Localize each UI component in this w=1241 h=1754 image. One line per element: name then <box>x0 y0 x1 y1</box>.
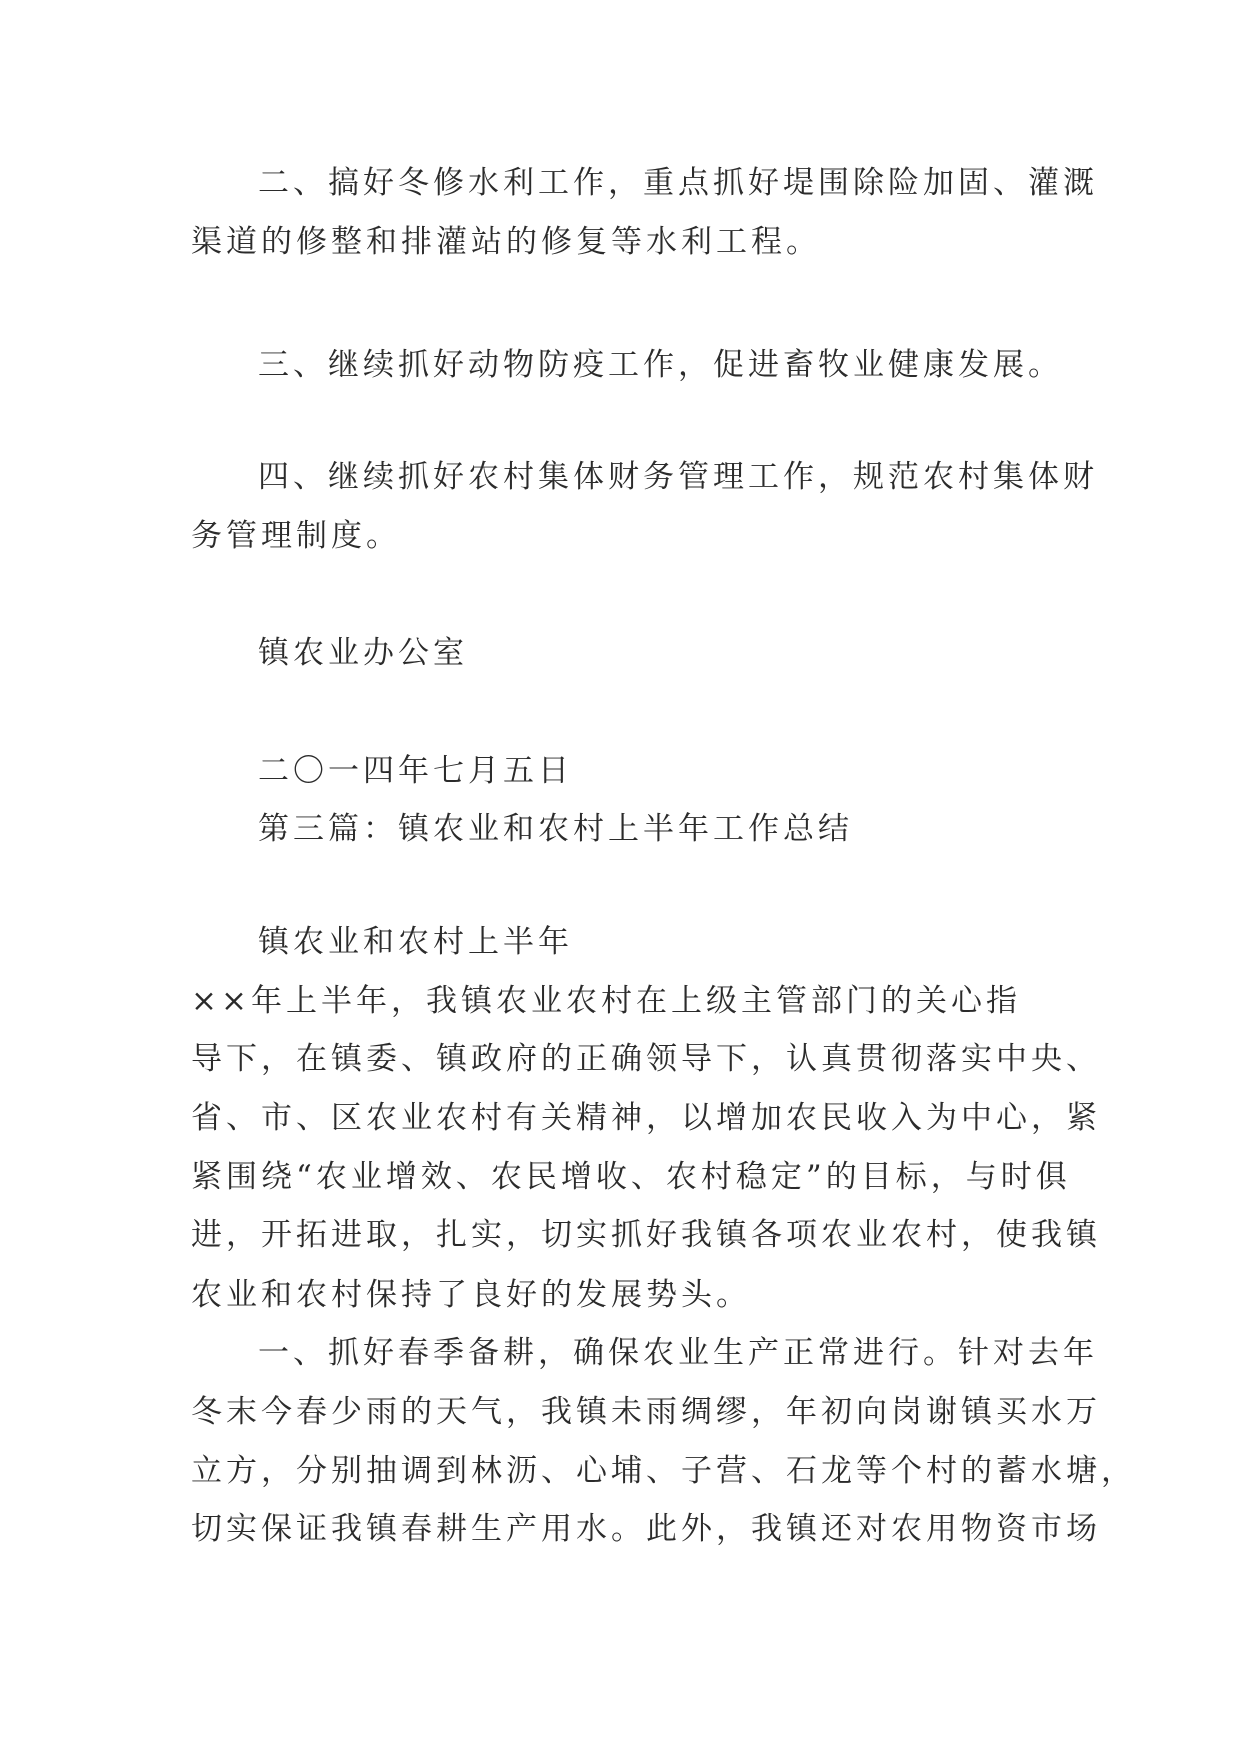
paragraph-line: 渠道的修整和排灌站的修复等水利工程。 <box>191 224 821 260</box>
signature-date: 二〇一四年七月五日 <box>258 753 573 789</box>
paragraph-line: 三、继续抓好动物防疫工作，促进畜牧业健康发展。 <box>258 347 1063 383</box>
signature-office: 镇农业办公室 <box>258 635 468 671</box>
paragraph-line: 省、市、区农业农村有关精神，以增加农民收入为中心，紧 <box>191 1100 1101 1136</box>
paragraph-line: 进，开拓进取，扎实，切实抓好我镇各项农业农村，使我镇 <box>191 1217 1101 1253</box>
paragraph-line: 立方，分别抽调到林沥、心埔、子营、石龙等个村的蓄水塘， <box>191 1453 1136 1489</box>
paragraph-line: ××年上半年，我镇农业农村在上级主管部门的关心指 <box>191 983 1021 1019</box>
paragraph-line: 紧围绕“农业增效、农民增收、农村稳定”的目标，与时俱 <box>191 1159 1071 1195</box>
paragraph-line: 农业和农村保持了良好的发展势头。 <box>191 1277 751 1313</box>
paragraph-line: 导下，在镇委、镇政府的正确领导下，认真贯彻落实中央、 <box>191 1041 1101 1077</box>
paragraph-line: 二、搞好冬修水利工作，重点抓好堤围除险加固、灌溉 <box>258 165 1098 201</box>
paragraph-line: 一、抓好春季备耕，确保农业生产正常进行。针对去年 <box>258 1335 1098 1371</box>
paragraph-line: 四、继续抓好农村集体财务管理工作，规范农村集体财 <box>258 459 1098 495</box>
paragraph-line: 冬末今春少雨的天气，我镇未雨绸缪，年初向岗谢镇买水万 <box>191 1394 1101 1430</box>
section-subtitle: 镇农业和农村上半年 <box>258 924 573 960</box>
paragraph-line: 务管理制度。 <box>191 518 401 554</box>
section-title: 第三篇：镇农业和农村上半年工作总结 <box>258 811 853 847</box>
paragraph-line: 切实保证我镇春耕生产用水。此外，我镇还对农用物资市场 <box>191 1511 1101 1547</box>
